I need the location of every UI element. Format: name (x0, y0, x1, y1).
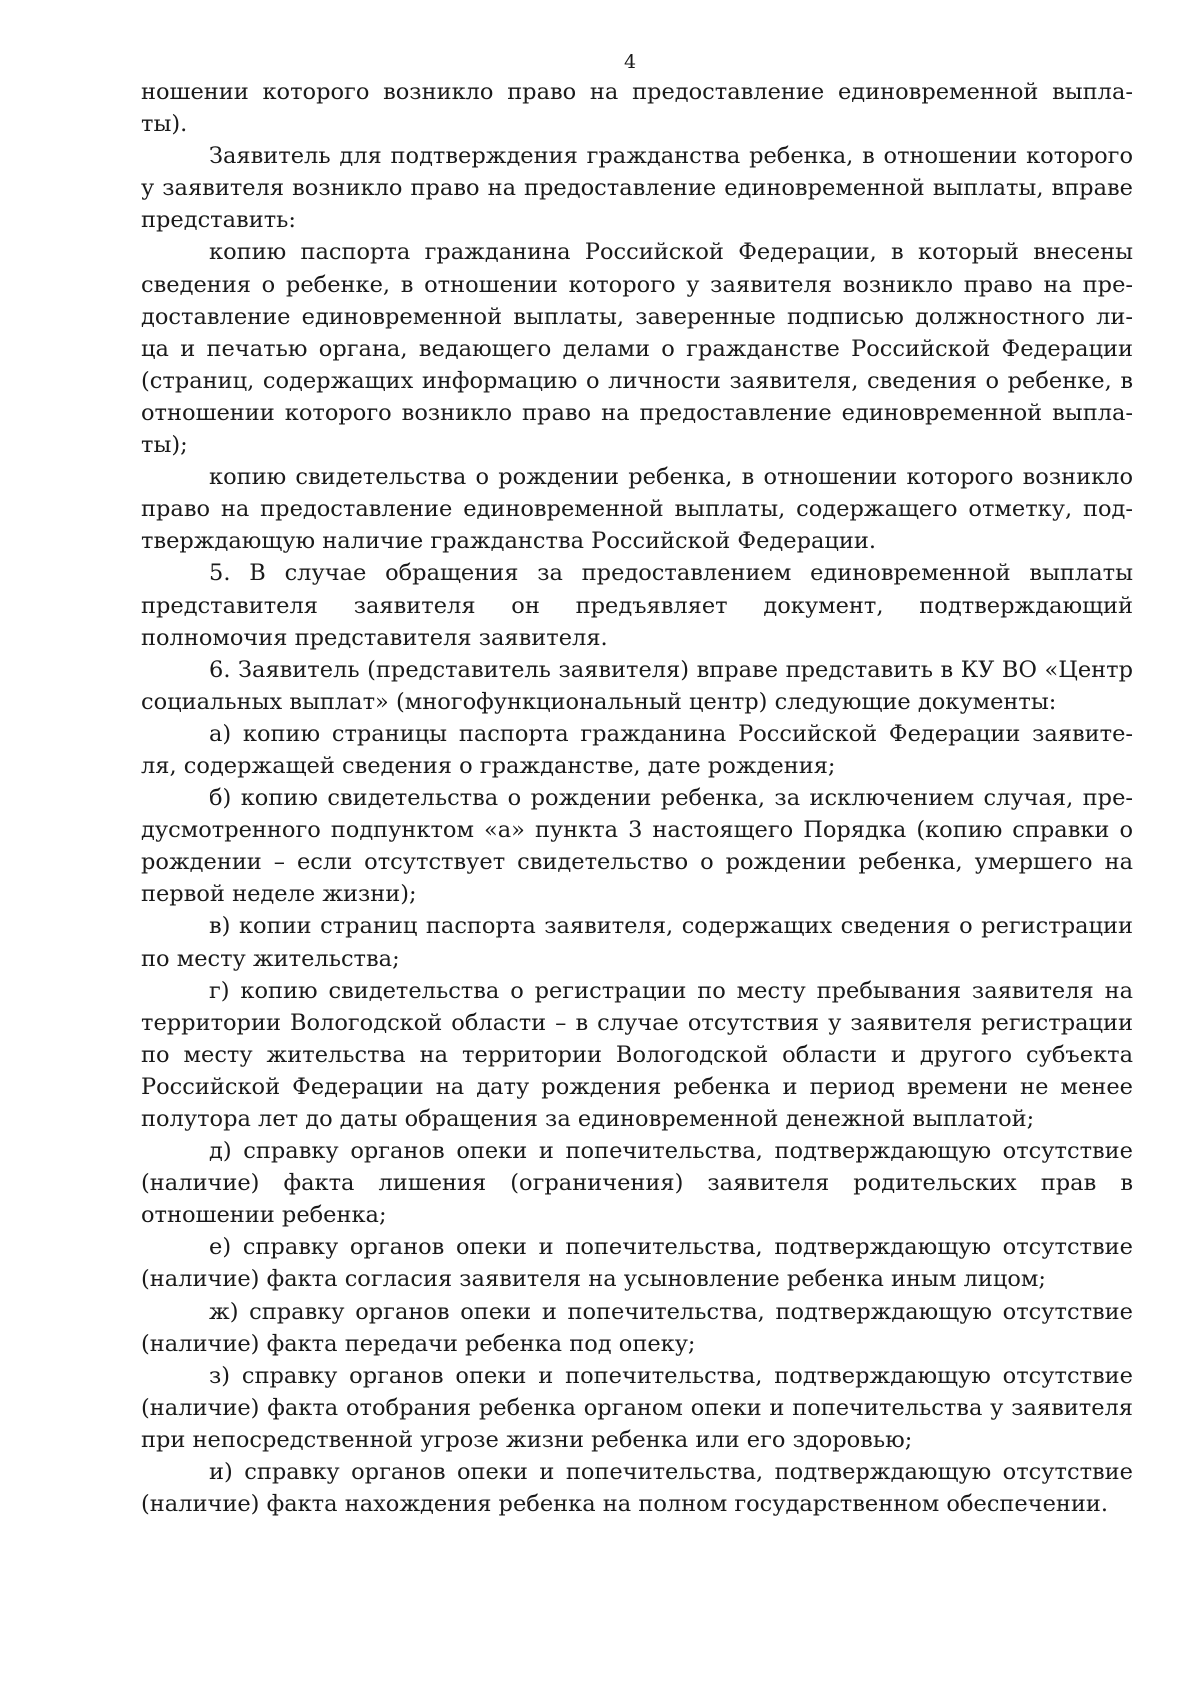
paragraph-continuation: ношении которого возникло право на предоставление единовременной выпла-ты). (141, 79, 1133, 138)
document-body (141, 76, 1133, 1520)
paragraph-item-5: 5. В случае обращения за предоставлением единовременной выплаты представителя заявителя он предъявляет документ, подтверждающий полномочия представителя заявителя. (141, 560, 1133, 651)
paragraph-subitem-v: в) копии страниц паспорта заявителя, содержащих сведения о регистрации по месту жительства; (141, 913, 1133, 972)
paragraph-item-6: 6. Заявитель (представитель заявителя) вправе представить в КУ ВО «Центр социальных выплат» (многофункциональный центр) следующие документы: (141, 656, 1133, 715)
paragraph-passport-copy: копию паспорта гражданина Российской Федерации, в который внесены сведения о ребенке, в отношении которого у заявителя возникло право на пре-доставление единовременной выплаты, заверенные подписью должностного ли-ца и печатью органа, ведающего делами о гражданстве Российской Федерации (страниц, содержащих информацию о личности заявителя, сведения о ребенке, в отношении которого возникло право на предоставление единовременной выпла-ты); (141, 239, 1133, 459)
paragraph-birth-certificate: копию свидетельства о рождении ребенка, в отношении которого возникло право на предоставление единовременной выплаты, содержащего отметку, под-тверждающую наличие гражданства Российской Федерации. (141, 464, 1133, 555)
paragraph-citizenship-proof: Заявитель для подтверждения гражданства ребенка, в отношении которого у заявителя возникло право на предоставление единовременной выплаты, вправе представить: (141, 143, 1133, 234)
paragraph-subitem-b: б) копию свидетельства о рождении ребенка, за исключением случая, пре-дусмотренного подпунктом «а» пункта 3 настоящего Порядка (копию справки о рождении – если отсутствует свидетельство о рождении ребенка, умершего на первой неделе жизни); (141, 785, 1133, 908)
paragraph-subitem-a: а) копию страницы паспорта гражданина Российской Федерации заявите-ля, содержащей сведения о гражданстве, дате рождения; (141, 720, 1133, 779)
paragraph-subitem-e: е) справку органов опеки и попечительства, подтверждающую отсутствие (наличие) факта согласия заявителя на усыновление ребенка иным лицом; (141, 1234, 1133, 1293)
paragraph-subitem-i: и) справку органов опеки и попечительства, подтверждающую отсутствие (наличие) факта нахождения ребенка на полном государственном обеспечении. (141, 1459, 1133, 1518)
paragraph-subitem-zh: ж) справку органов опеки и попечительства, подтверждающую отсутствие (наличие) факта передачи ребенка под опеку; (141, 1298, 1133, 1357)
paragraph-subitem-d: д) справку органов опеки и попечительства, подтверждающую отсутствие (наличие) факта лишения (ограничения) заявителя родительских прав в отношении ребенка; (141, 1138, 1133, 1229)
paragraph-subitem-z: з) справку органов опеки и попечительства, подтверждающую отсутствие (наличие) факта отобрания ребенка органом опеки и попечительства у заявителя при непосредственной угрозе жизни ребенка или его здоровью; (141, 1362, 1133, 1453)
page-number: 4 (623, 51, 637, 73)
paragraph-subitem-g: г) копию свидетельства о регистрации по месту пребывания заявителя на территории Вологодской области – в случае отсутствия у заявителя регистрации по месту жительства на территории Вологодской области и другого субъекта Российской Федерации на дату рождения ребенка и период времени не менее полутора лет до даты обращения за единовременной денежной выплатой; (141, 977, 1133, 1132)
